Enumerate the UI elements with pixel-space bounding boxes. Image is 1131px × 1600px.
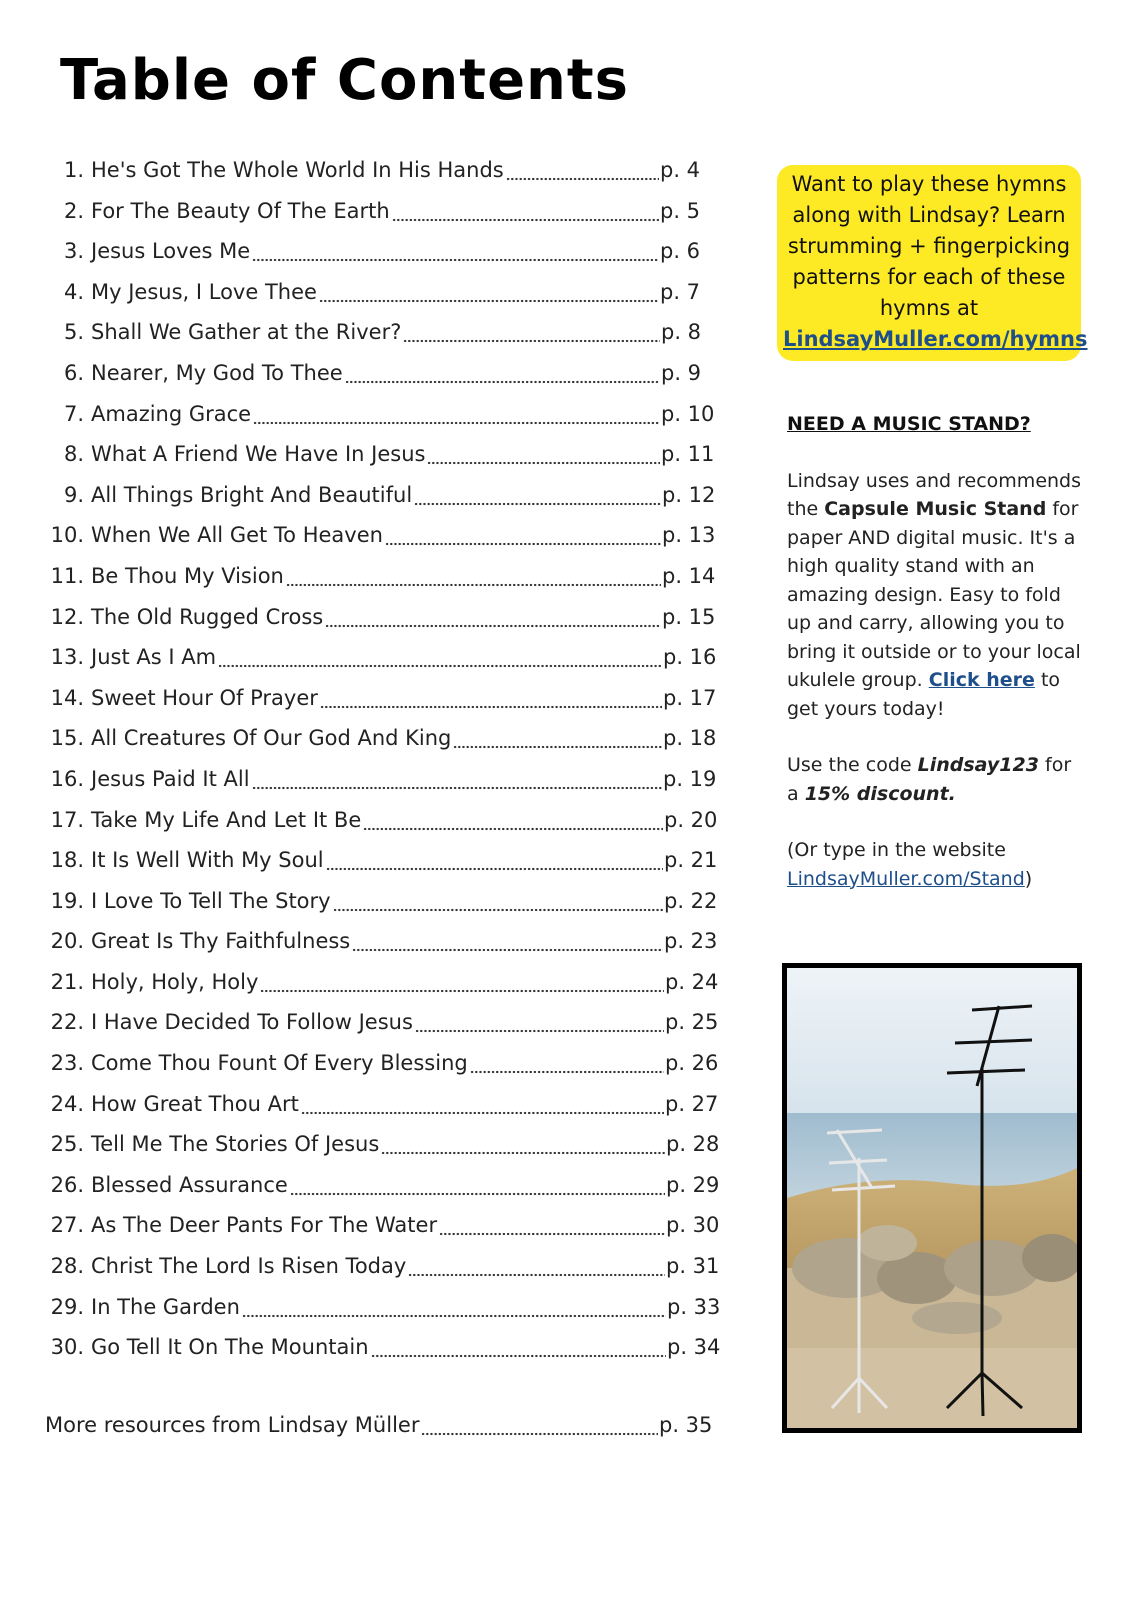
toc-entry[interactable] [0, 962, 745, 1003]
discount-code: Lindsay123 [917, 754, 1039, 776]
toc-entry[interactable] [0, 150, 745, 191]
sidebar-text: Use the code [787, 754, 918, 776]
toc-entry[interactable] [0, 1002, 745, 1043]
toc-entry-number: 23. [50, 1051, 84, 1076]
page-title: Table of Contents [60, 48, 630, 113]
toc-entry-page: p. 25 [665, 1010, 719, 1035]
toc-entry[interactable] [0, 1327, 745, 1368]
discount-amount: 15% discount. [804, 782, 956, 805]
toc-entry[interactable] [0, 678, 745, 719]
toc-entry-page: p. 15 [662, 604, 716, 629]
toc-entry-title: Jesus Loves Me [91, 239, 251, 264]
dot-leader [290, 1165, 665, 1206]
toc-entry-number: 5. [63, 320, 84, 345]
music-stand-photo[interactable] [782, 963, 1082, 1433]
toc-entry-page: p. 30 [666, 1213, 720, 1238]
toc-entry[interactable] [0, 1287, 745, 1328]
music-stand-image [787, 968, 1077, 1428]
toc-entry-page: p. 33 [667, 1294, 721, 1319]
dot-leader [253, 394, 660, 435]
dot-leader [252, 231, 659, 272]
toc-entry-title: The Old Rugged Cross [91, 604, 324, 629]
sidebar-heading: NEED A MUSIC STAND? [787, 413, 1031, 435]
toc-entry[interactable] [0, 1165, 745, 1206]
toc-entry-page: p. 9 [661, 360, 702, 385]
toc-entry-title: Nearer, My God To Thee [91, 360, 343, 385]
toc-entry-page: p. 7 [660, 279, 701, 304]
toc-entry[interactable] [0, 515, 745, 556]
hymns-callout [777, 165, 1088, 361]
toc-entry[interactable] [0, 759, 745, 800]
sidebar-text: ) [1024, 867, 1033, 890]
toc-entry-page: p. 20 [664, 807, 718, 832]
toc-entry-page: p. 6 [660, 239, 701, 264]
toc-entry-page: p. 34 [667, 1335, 721, 1360]
toc-entry[interactable] [0, 353, 745, 394]
toc-entry-title: It Is Well With My Soul [91, 848, 324, 873]
toc-entry-number: 30. [50, 1335, 84, 1360]
toc-entry-title: I Love To Tell The Story [91, 888, 331, 913]
toc-entry-page: p. 35 [659, 1413, 713, 1437]
dot-leader [352, 921, 663, 962]
sidebar-text: for paper AND digital music. It's a high quality stand with an amazing design. Easy to fold up and carry, allowing you to bring it outside or to your local ukulele group. [787, 498, 1081, 691]
toc-entry[interactable] [0, 1205, 745, 1246]
toc-entry-title: Shall We Gather at the River? [91, 320, 402, 345]
toc-entry-title: He's Got The Whole World In His Hands [91, 158, 504, 182]
toc-entry-number: 24. [50, 1091, 84, 1116]
toc-entry[interactable] [0, 597, 745, 638]
toc-entry-page: p. 8 [661, 320, 702, 345]
dot-leader [408, 1246, 665, 1287]
sidebar-text: for a [787, 754, 1072, 805]
toc-entry-page: p. 16 [663, 645, 717, 670]
dot-leader [260, 962, 664, 1003]
click-here-link[interactable]: Click here [928, 669, 1035, 691]
toc-entry[interactable] [0, 921, 745, 962]
toc-entry-title: Just As I Am [91, 645, 217, 670]
toc-entry-number: 16. [50, 766, 84, 791]
toc-entry-page: p. 12 [662, 482, 716, 507]
toc-entry-title: All Creatures Of Our God And King [91, 726, 452, 751]
toc-entry-number: 7. [63, 401, 84, 426]
toc-entry[interactable] [0, 800, 745, 841]
toc-entry-title: I Have Decided To Follow Jesus [91, 1010, 413, 1035]
toc-entry-page: p. 28 [666, 1132, 720, 1157]
dot-leader [371, 1327, 666, 1368]
toc-entry-page: p. 31 [666, 1254, 720, 1279]
toc-entry-number: 3. [63, 239, 84, 264]
dot-leader [427, 434, 660, 475]
toc-entry[interactable] [0, 1124, 745, 1165]
toc-entry-number: 22. [50, 1010, 84, 1035]
toc-entry-title: Christ The Lord Is Risen Today [91, 1254, 407, 1279]
dot-leader [470, 1043, 664, 1084]
toc-entry-number: 25. [50, 1132, 84, 1157]
toc-entry-title: For The Beauty Of The Earth [91, 198, 390, 223]
toc-entry-page: p. 10 [661, 401, 715, 426]
toc-entry-page: p. 23 [664, 929, 718, 954]
dot-leader [421, 1405, 658, 1446]
toc-entry-number: 6. [63, 360, 84, 385]
toc-entry-title: Great Is Thy Faithfulness [91, 929, 351, 954]
toc-entry[interactable] [0, 191, 745, 232]
toc-entry[interactable] [0, 231, 745, 272]
dot-leader [506, 150, 659, 191]
toc-entry-number: 9. [63, 482, 84, 507]
toc-entry[interactable] [0, 312, 745, 353]
toc-entry-page: p. 11 [661, 442, 715, 467]
toc-entry-title: Tell Me The Stories Of Jesus [91, 1132, 380, 1157]
toc-entry-number: 12. [50, 604, 84, 629]
dot-leader [439, 1205, 665, 1246]
toc-entry-page: p. 26 [665, 1051, 719, 1076]
toc-entry-title: Take My Life And Let It Be [91, 807, 362, 832]
toc-entry-title: As The Deer Pants For The Water [91, 1213, 438, 1238]
toc-entry-title: All Things Bright And Beautiful [91, 482, 413, 507]
toc-entry-number: 2. [63, 198, 84, 223]
toc-entry-number: 26. [50, 1172, 84, 1197]
toc-entry[interactable] [0, 881, 745, 922]
toc-entry-number: 8. [63, 442, 84, 467]
toc-entry[interactable] [0, 1084, 745, 1125]
toc-entry-title: Holy, Holy, Holy [91, 969, 259, 994]
toc-entry-number: 10. [50, 523, 84, 548]
toc-entry[interactable] [0, 394, 745, 435]
stand-website-link[interactable]: LindsayMuller.com/Stand [787, 867, 1025, 890]
toc-entry[interactable] [0, 475, 745, 516]
toc-entry[interactable] [0, 637, 745, 678]
toc-entry-number: 18. [50, 848, 84, 873]
toc-entry-number: 21. [50, 969, 84, 994]
toc-entry[interactable] [0, 556, 745, 597]
toc-entry[interactable] [0, 272, 745, 313]
toc-entry-title: More resources from Lindsay Müller [45, 1413, 420, 1437]
toc-entry-number: 17. [50, 807, 84, 832]
dot-leader [242, 1287, 666, 1328]
dot-leader [252, 759, 662, 800]
dot-leader [320, 678, 662, 719]
toc-entry-title: What A Friend We Have In Jesus [91, 442, 426, 467]
toc-entry-page: p. 19 [663, 766, 717, 791]
toc-entry-number: 29. [50, 1294, 84, 1319]
toc-entry-title: Blessed Assurance [91, 1172, 288, 1197]
toc-entry-title: Amazing Grace [91, 401, 252, 426]
toc-entry-number: 19. [50, 888, 84, 913]
sidebar-text: to get yours today! [787, 669, 1061, 720]
dot-leader [301, 1084, 664, 1125]
toc-entry-title: My Jesus, I Love Thee [91, 279, 317, 304]
dot-leader [381, 1124, 665, 1165]
toc-entry-number: 28. [50, 1254, 84, 1279]
toc-entry-number: 20. [50, 929, 84, 954]
dot-leader [218, 637, 662, 678]
dot-leader [414, 475, 661, 516]
toc-entry-page: p. 27 [665, 1091, 719, 1116]
toc-entry-number: 14. [50, 685, 84, 710]
toc-entry-page: p. 21 [664, 848, 718, 873]
toc-entry-page: p. 18 [663, 726, 717, 751]
toc-entry-title: Jesus Paid It All [91, 766, 250, 791]
toc-entry-page: p. 29 [666, 1172, 720, 1197]
dot-leader [415, 1002, 664, 1043]
toc-entry[interactable] [0, 840, 745, 881]
product-name: Capsule Music Stand [824, 498, 1047, 520]
toc-entry-page: p. 22 [664, 888, 718, 913]
toc-entry-more-resources[interactable] [45, 1405, 745, 1445]
table-of-contents [0, 150, 745, 1368]
toc-entry-page: p. 17 [663, 685, 717, 710]
toc-entry-number: 15. [50, 726, 84, 751]
dot-leader [333, 881, 663, 922]
dot-leader [392, 191, 659, 232]
callout-text: Want to play these hymns along with Lindsay? Learn strumming + fingerpicking patterns for each of these hymns at [787, 172, 1071, 320]
dot-leader [453, 718, 662, 759]
dot-leader [403, 312, 660, 353]
toc-entry-number: 11. [50, 563, 84, 588]
toc-entry-title: In The Garden [91, 1294, 240, 1319]
toc-entry-title: How Great Thou Art [91, 1091, 299, 1116]
toc-entry-title: When We All Get To Heaven [91, 523, 383, 548]
toc-entry-number: 4. [63, 279, 84, 304]
dot-leader [363, 800, 663, 841]
music-stand-sidebar [787, 410, 1087, 893]
toc-entry-number: 27. [50, 1213, 84, 1238]
sidebar-text: (Or type in the website [787, 839, 1006, 861]
toc-entry[interactable] [0, 434, 745, 475]
toc-entry-page: p. 24 [665, 969, 719, 994]
toc-entry-title: Come Thou Fount Of Every Blessing [91, 1051, 468, 1076]
dot-leader [319, 272, 659, 313]
hymns-link[interactable]: LindsayMuller.com/hymns [783, 327, 1088, 351]
toc-entry-number: 1. [63, 158, 84, 182]
toc-entry-title: Be Thou My Vision [91, 563, 284, 588]
toc-entry[interactable] [0, 1043, 745, 1084]
dot-leader [345, 353, 660, 394]
dot-leader [325, 597, 661, 638]
toc-entry-number: 13. [50, 645, 84, 670]
toc-entry-page: p. 5 [660, 198, 701, 223]
dot-leader [286, 556, 661, 597]
toc-entry[interactable] [0, 718, 745, 759]
website-paragraph [787, 836, 1087, 893]
toc-entry-title: Go Tell It On The Mountain [91, 1335, 369, 1360]
toc-entry-page: p. 4 [660, 158, 701, 182]
sidebar-text: Lindsay uses and recommends the [787, 469, 1082, 520]
toc-entry-page: p. 14 [662, 563, 716, 588]
sidebar-paragraph [787, 467, 1087, 724]
dot-leader [326, 840, 663, 881]
discount-paragraph [787, 751, 1087, 808]
toc-entry[interactable] [0, 1246, 745, 1287]
toc-entry-title: Sweet Hour Of Prayer [91, 685, 318, 710]
dot-leader [385, 515, 661, 556]
toc-entry-page: p. 13 [662, 523, 716, 548]
